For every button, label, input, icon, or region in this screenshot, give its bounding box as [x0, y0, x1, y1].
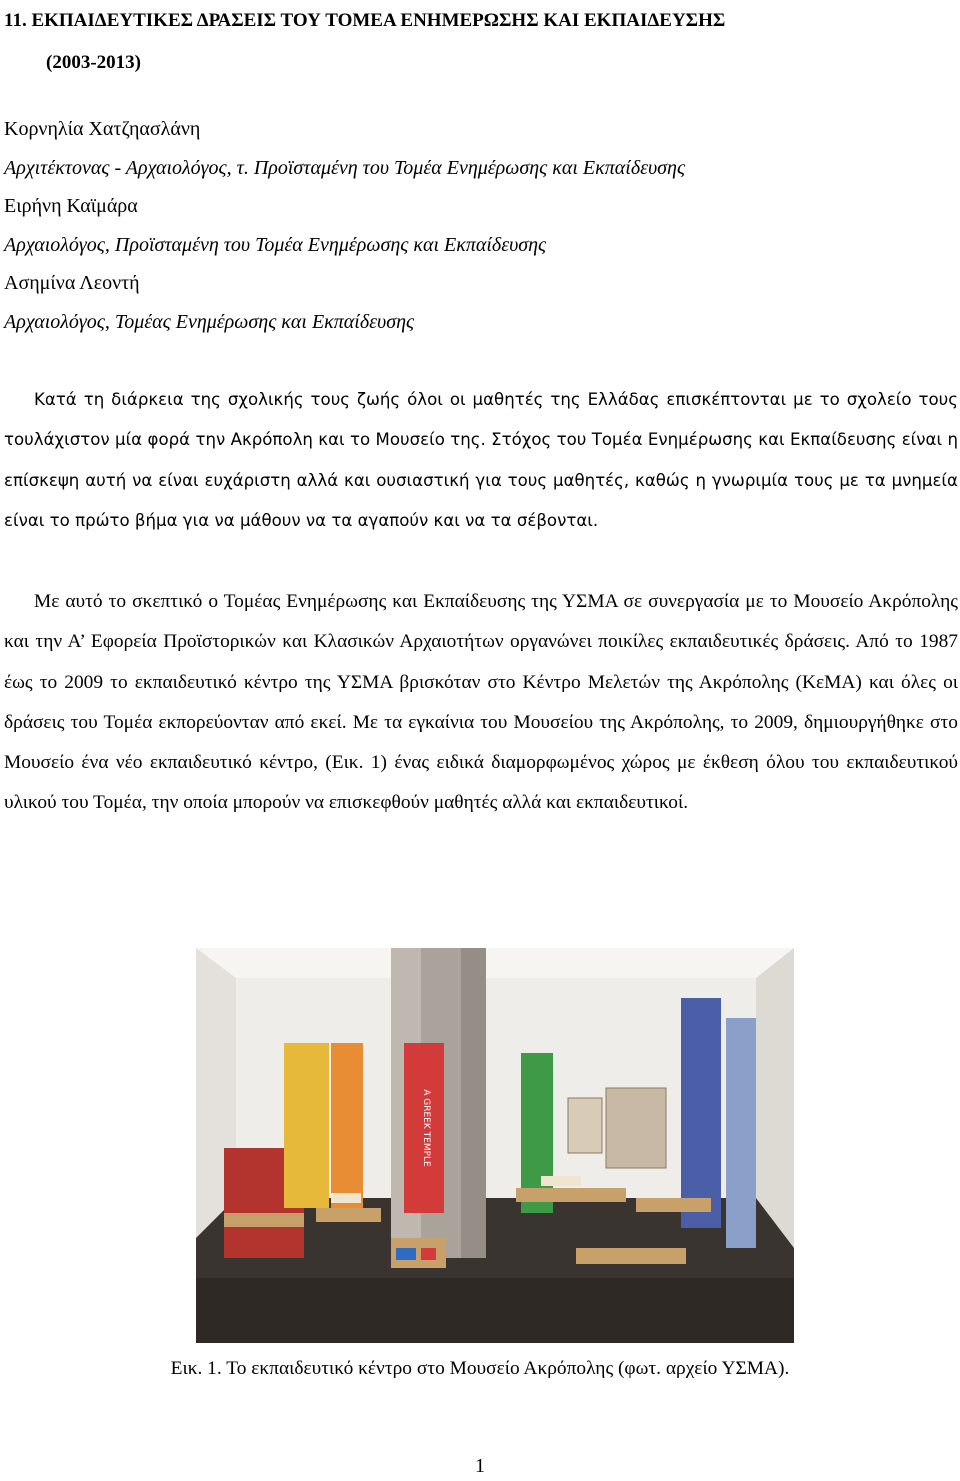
- author-list: [4, 110, 685, 342]
- heading-line-1: 11. ΕΚΠΑΙΔΕΥΤΙΚΕΣ ΔΡΑΣΕΙΣ ΤΟΥ ΤΟΜΕΑ ΕΝΗΜΕΡΩΣΗΣ ΚΑΙ ΕΚΠΑΙΔΕΥΣΗΣ: [4, 10, 726, 31]
- author-name: Ειρήνη Καϊμάρα: [4, 195, 138, 218]
- author-role: Αρχαιολόγος, Προϊσταμένη του Τομέα Ενημέρωσης και Εκπαίδευσης: [4, 233, 547, 256]
- author-role: Αρχιτέκτονας - Αρχαιολόγος, τ. Προϊσταμένη του Τομέα Ενημέρωσης και Εκπαίδευσης: [4, 156, 686, 179]
- figure-caption: Εικ. 1. Το εκπαιδευτικό κέντρο στο Μουσείο Ακρόπολης (φωτ. αρχείο ΥΣΜΑ).: [170, 1358, 790, 1379]
- body-paragraph-2: Με αυτό το σκεπτικό ο Τομέας Ενημέρωσης και Εκπαίδευσης της ΥΣΜΑ σε συνεργασία με το Μουσείο Ακρόπολης και την Α’ Εφορεία Προϊστορικών και Κλασικών Αρχαιοτήτων οργανώνει ποικίλες εκπαιδευτικές δράσεις. Από το 1987 έως το 2009 το εκπαιδευτικό κέντρο της ΥΣΜΑ βρισκόταν στο Κέντρο Μελετών της Ακρόπολης (ΚεΜΑ) και όλες οι δράσεις του Τομέα εκπορεύονταν από εκεί. Με τα εγκαίνια του Μουσείου της Ακρόπολης, το 2009, δημιουργήθηκε στο Μουσείο ένα νέο εκπαιδευτικό κέντρο, (Εικ. 1) ένας ειδικά διαμορφωμένος χώρος με έκθεση όλου του εκπαιδευτικού υλικού του Τομέα, την οποία μπορούν να επισκεφθούν μαθητές αλλά και εκπαιδευτικοί.: [4, 591, 958, 814]
- education-centre-photo: [196, 948, 794, 1343]
- banner-label: A GREEK TEMPLE: [421, 1089, 431, 1167]
- body-paragraph-1: Κατά τη διάρκεια της σχολικής τους ζωής όλοι οι μαθητές της Ελλάδας επισκέπτονται με το σχολείο τους τουλάχιστον μία φορά την Ακρόπολη και το Μουσείο της. Στόχος του Τομέα Ενημέρωσης και Εκπαίδευσης είναι η επίσκεψη αυτή να είναι ευχάριστη αλλά και ουσιαστική για τους μαθητές, καθώς η γνωριμία τους με τα μνημεία είναι το πρώτο βήμα για να μάθουν να τα αγαπούν και να τα σέβονται.: [4, 390, 958, 530]
- section-heading: [4, 0, 954, 84]
- author-role: Αρχαιολόγος, Τομέας Ενημέρωσης και Εκπαίδευσης: [4, 310, 415, 333]
- figure-photo: [196, 948, 794, 1343]
- author-name: Ασημίνα Λεοντή: [4, 272, 140, 295]
- page-number: 1: [475, 1455, 485, 1477]
- author-name: Κορνηλία Χατζηασλάνη: [4, 118, 201, 140]
- heading-line-2: (2003-2013): [46, 52, 141, 73]
